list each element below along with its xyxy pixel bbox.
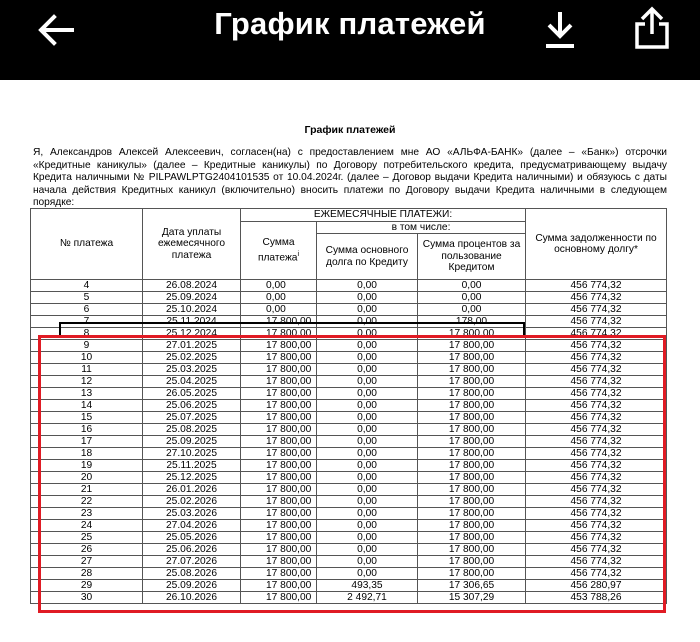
cell-interest: 17 800,00	[418, 472, 526, 484]
cell-amount: 17 800,00	[241, 376, 317, 388]
cell-num: 11	[31, 364, 143, 376]
cell-amount: 17 800,00	[241, 388, 317, 400]
header-monthly: ЕЖЕМЕСЯЧНЫЕ ПЛАТЕЖИ:	[241, 209, 526, 222]
cell-date: 25.11.2025	[143, 460, 241, 472]
app-bar	[0, 0, 700, 80]
cell-interest: 178,00	[418, 316, 526, 328]
document-intro: Я, Александров Алексей Алексеевич, согласен(на) с предоставлением мне АО «АЛЬФА-БАНК» (далее – «Банк») отсрочки «Кредитные каникулы» (далее – Кредитные каникулы) по Договору потребительского кредита, предусматривающему выдачу Кредита наличными № PILPAWLPTG2404101535 от 10.04.2024г. (далее – Договор выдачи Кредита наличными) и обязуюсь с даты начала действия Кредитных каникул (включительно) вносить платежи по Договору выдачи Кредита наличными в следующем порядке:	[33, 147, 667, 209]
cell-date: 26.08.2024	[143, 280, 241, 292]
cell-interest: 17 800,00	[418, 448, 526, 460]
table-row	[31, 556, 667, 568]
cell-amount: 17 800,00	[241, 316, 317, 328]
cell-balance: 456 774,32	[526, 280, 667, 292]
cell-interest: 17 800,00	[418, 556, 526, 568]
cell-balance: 456 774,32	[526, 400, 667, 412]
download-icon[interactable]	[543, 10, 577, 50]
cell-num: 21	[31, 484, 143, 496]
cell-amount: 17 800,00	[241, 340, 317, 352]
cell-date: 25.02.2025	[143, 352, 241, 364]
cell-principal: 0,00	[317, 508, 418, 520]
cell-amount: 17 800,00	[241, 424, 317, 436]
cell-num: 26	[31, 544, 143, 556]
cell-num: 16	[31, 424, 143, 436]
table-row	[31, 400, 667, 412]
cell-amount: 17 800,00	[241, 592, 317, 604]
cell-num: 30	[31, 592, 143, 604]
table-row	[31, 580, 667, 592]
cell-amount: 17 800,00	[241, 352, 317, 364]
cell-balance: 456 774,32	[526, 520, 667, 532]
cell-date: 25.03.2025	[143, 364, 241, 376]
cell-principal: 0,00	[317, 376, 418, 388]
table-row	[31, 532, 667, 544]
cell-num: 19	[31, 460, 143, 472]
cell-interest: 17 800,00	[418, 388, 526, 400]
table-row	[31, 364, 667, 376]
cell-principal: 0,00	[317, 280, 418, 292]
table-row	[31, 292, 667, 304]
cell-date: 25.08.2025	[143, 424, 241, 436]
table-row	[31, 352, 667, 364]
cell-date: 26.01.2026	[143, 484, 241, 496]
cell-num: 20	[31, 472, 143, 484]
cell-principal: 0,00	[317, 460, 418, 472]
table-row	[31, 304, 667, 316]
cell-num: 13	[31, 388, 143, 400]
cell-balance: 453 788,26	[526, 592, 667, 604]
cell-amount: 17 800,00	[241, 496, 317, 508]
cell-num: 17	[31, 436, 143, 448]
cell-date: 25.09.2026	[143, 580, 241, 592]
share-icon[interactable]	[632, 6, 672, 50]
cell-date: 25.10.2024	[143, 304, 241, 316]
cell-num: 18	[31, 448, 143, 460]
cell-num: 24	[31, 520, 143, 532]
table-row	[31, 496, 667, 508]
cell-balance: 456 774,32	[526, 424, 667, 436]
cell-interest: 17 800,00	[418, 424, 526, 436]
cell-principal: 0,00	[317, 316, 418, 328]
cell-num: 9	[31, 340, 143, 352]
cell-num: 22	[31, 496, 143, 508]
cell-amount: 17 800,00	[241, 328, 317, 340]
header-including: в том числе:	[317, 221, 526, 234]
cell-balance: 456 774,32	[526, 388, 667, 400]
cell-amount: 0,00	[241, 280, 317, 292]
table-row	[31, 436, 667, 448]
cell-interest: 17 800,00	[418, 400, 526, 412]
cell-num: 15	[31, 412, 143, 424]
cell-balance: 456 774,32	[526, 340, 667, 352]
table-row	[31, 520, 667, 532]
cell-amount: 17 800,00	[241, 448, 317, 460]
cell-date: 25.03.2026	[143, 508, 241, 520]
cell-date: 25.07.2025	[143, 412, 241, 424]
table-row	[31, 280, 667, 292]
cell-num: 7	[31, 316, 143, 328]
header-num: № платежа	[31, 209, 143, 280]
cell-interest: 17 800,00	[418, 340, 526, 352]
cell-principal: 0,00	[317, 484, 418, 496]
cell-num: 5	[31, 292, 143, 304]
cell-principal: 0,00	[317, 532, 418, 544]
cell-num: 14	[31, 400, 143, 412]
table-row	[31, 376, 667, 388]
cell-balance: 456 774,32	[526, 496, 667, 508]
cell-principal: 0,00	[317, 364, 418, 376]
cell-num: 6	[31, 304, 143, 316]
cell-principal: 0,00	[317, 544, 418, 556]
cell-interest: 0,00	[418, 292, 526, 304]
cell-num: 29	[31, 580, 143, 592]
cell-principal: 0,00	[317, 448, 418, 460]
cell-amount: 0,00	[241, 292, 317, 304]
cell-principal: 0,00	[317, 400, 418, 412]
cell-principal: 0,00	[317, 520, 418, 532]
cell-amount: 17 800,00	[241, 436, 317, 448]
cell-principal: 2 492,71	[317, 592, 418, 604]
cell-balance: 456 774,32	[526, 484, 667, 496]
cell-principal: 0,00	[317, 388, 418, 400]
cell-balance: 456 774,32	[526, 328, 667, 340]
header-balance: Сумма задолженности по основному долгу*	[526, 209, 667, 280]
table-row	[31, 328, 667, 340]
table-row	[31, 388, 667, 400]
cell-balance: 456 280,97	[526, 580, 667, 592]
cell-balance: 456 774,32	[526, 412, 667, 424]
cell-amount: 17 800,00	[241, 580, 317, 592]
cell-principal: 0,00	[317, 340, 418, 352]
cell-interest: 17 306,65	[418, 580, 526, 592]
cell-date: 25.11.2024	[143, 316, 241, 328]
table-row	[31, 508, 667, 520]
document-page[interactable]	[0, 80, 700, 642]
cell-balance: 456 774,32	[526, 532, 667, 544]
cell-date: 25.04.2025	[143, 376, 241, 388]
cell-date: 25.06.2025	[143, 400, 241, 412]
cell-amount: 17 800,00	[241, 484, 317, 496]
table-row	[31, 472, 667, 484]
cell-interest: 0,00	[418, 304, 526, 316]
cell-num: 8	[31, 328, 143, 340]
cell-principal: 0,00	[317, 292, 418, 304]
table-row	[31, 448, 667, 460]
cell-principal: 0,00	[317, 424, 418, 436]
cell-amount: 17 800,00	[241, 508, 317, 520]
cell-balance: 456 774,32	[526, 376, 667, 388]
cell-date: 27.07.2026	[143, 556, 241, 568]
table-row	[31, 316, 667, 328]
cell-balance: 456 774,32	[526, 472, 667, 484]
cell-balance: 456 774,32	[526, 304, 667, 316]
cell-amount: 17 800,00	[241, 556, 317, 568]
cell-balance: 456 774,32	[526, 436, 667, 448]
cell-amount: 0,00	[241, 304, 317, 316]
table-row	[31, 568, 667, 580]
cell-principal: 0,00	[317, 304, 418, 316]
cell-amount: 17 800,00	[241, 364, 317, 376]
cell-interest: 17 800,00	[418, 544, 526, 556]
header-amount: Сумма платежа$^i$	[241, 221, 317, 280]
header-interest: Сумма процентов за пользование Кредитом	[418, 234, 526, 280]
cell-balance: 456 774,32	[526, 460, 667, 472]
cell-interest: 17 800,00	[418, 520, 526, 532]
cell-num: 10	[31, 352, 143, 364]
cell-date: 25.06.2026	[143, 544, 241, 556]
table-row	[31, 592, 667, 604]
cell-principal: 0,00	[317, 556, 418, 568]
cell-date: 25.09.2024	[143, 292, 241, 304]
cell-date: 25.02.2026	[143, 496, 241, 508]
cell-interest: 15 307,29	[418, 592, 526, 604]
cell-date: 25.12.2024	[143, 328, 241, 340]
cell-date: 25.12.2025	[143, 472, 241, 484]
cell-interest: 17 800,00	[418, 508, 526, 520]
cell-date: 26.05.2025	[143, 388, 241, 400]
cell-date: 25.08.2026	[143, 568, 241, 580]
cell-date: 25.05.2026	[143, 532, 241, 544]
cell-principal: 0,00	[317, 352, 418, 364]
header-principal: Сумма основного долга по Кредиту	[317, 234, 418, 280]
cell-balance: 456 774,32	[526, 568, 667, 580]
table-row	[31, 484, 667, 496]
cell-interest: 17 800,00	[418, 496, 526, 508]
cell-principal: 0,00	[317, 412, 418, 424]
cell-principal: 0,00	[317, 328, 418, 340]
cell-principal: 0,00	[317, 436, 418, 448]
cell-interest: 17 800,00	[418, 328, 526, 340]
cell-principal: 0,00	[317, 472, 418, 484]
table-row	[31, 544, 667, 556]
cell-interest: 17 800,00	[418, 532, 526, 544]
cell-interest: 17 800,00	[418, 484, 526, 496]
cell-interest: 17 800,00	[418, 352, 526, 364]
page-title: График платежей	[214, 6, 486, 41]
cell-interest: 17 800,00	[418, 436, 526, 448]
cell-num: 12	[31, 376, 143, 388]
cell-amount: 17 800,00	[241, 520, 317, 532]
cell-interest: 17 800,00	[418, 412, 526, 424]
cell-balance: 456 774,32	[526, 556, 667, 568]
cell-amount: 17 800,00	[241, 472, 317, 484]
cell-amount: 17 800,00	[241, 400, 317, 412]
cell-interest: 17 800,00	[418, 460, 526, 472]
cell-interest: 0,00	[418, 280, 526, 292]
cell-amount: 17 800,00	[241, 544, 317, 556]
cell-balance: 456 774,32	[526, 364, 667, 376]
cell-num: 23	[31, 508, 143, 520]
cell-balance: 456 774,32	[526, 292, 667, 304]
table-row	[31, 412, 667, 424]
cell-date: 27.01.2025	[143, 340, 241, 352]
table-row	[31, 424, 667, 436]
cell-date: 27.10.2025	[143, 448, 241, 460]
cell-amount: 17 800,00	[241, 532, 317, 544]
table-row	[31, 340, 667, 352]
cell-interest: 17 800,00	[418, 376, 526, 388]
cell-date: 27.04.2026	[143, 520, 241, 532]
cell-date: 25.09.2025	[143, 436, 241, 448]
cell-balance: 456 774,32	[526, 316, 667, 328]
cell-date: 26.10.2026	[143, 592, 241, 604]
cell-amount: 17 800,00	[241, 568, 317, 580]
cell-num: 4	[31, 280, 143, 292]
cell-principal: 0,00	[317, 496, 418, 508]
cell-balance: 456 774,32	[526, 508, 667, 520]
header-date: Дата уплаты ежемесячного платежа	[143, 209, 241, 280]
cell-amount: 17 800,00	[241, 460, 317, 472]
cell-principal: 493,35	[317, 580, 418, 592]
table-row	[31, 460, 667, 472]
cell-num: 25	[31, 532, 143, 544]
document-title: График платежей	[304, 124, 396, 136]
cell-balance: 456 774,32	[526, 544, 667, 556]
cell-principal: 0,00	[317, 568, 418, 580]
cell-amount: 17 800,00	[241, 412, 317, 424]
cell-interest: 17 800,00	[418, 364, 526, 376]
payment-schedule-table	[30, 208, 667, 604]
cell-num: 27	[31, 556, 143, 568]
cell-balance: 456 774,32	[526, 352, 667, 364]
cell-interest: 17 800,00	[418, 568, 526, 580]
cell-balance: 456 774,32	[526, 448, 667, 460]
cell-num: 28	[31, 568, 143, 580]
